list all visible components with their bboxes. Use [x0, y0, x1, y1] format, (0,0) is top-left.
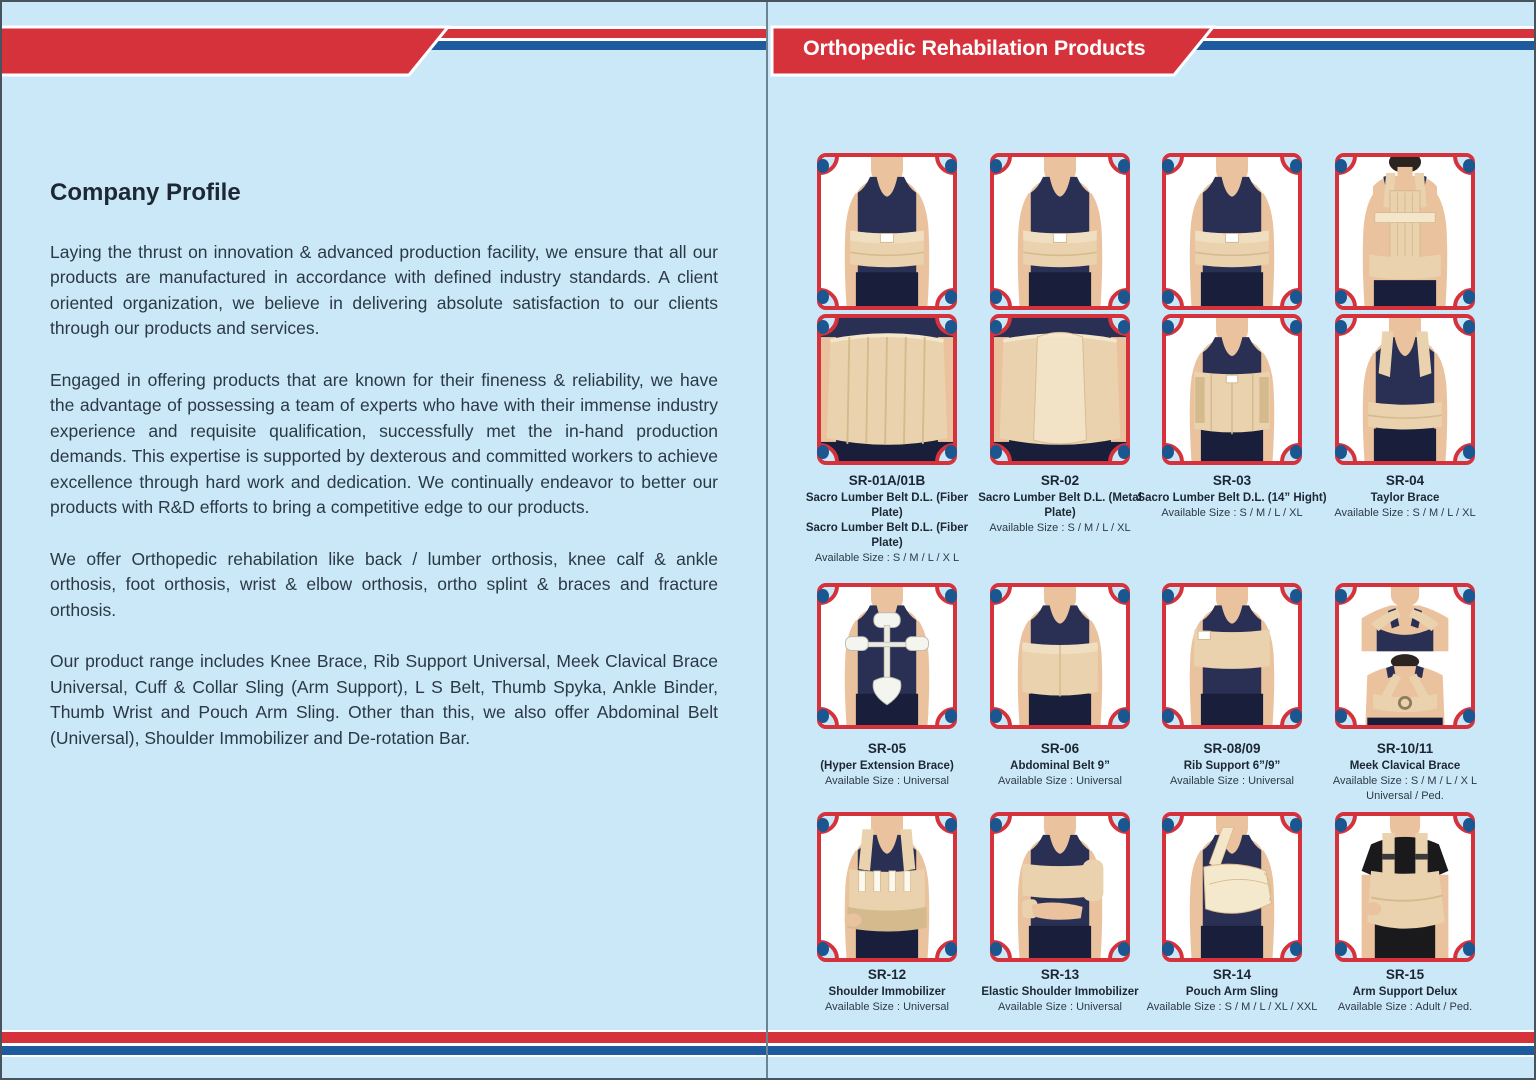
- product-photo-frame: [990, 583, 1130, 729]
- corner-dot-icon: [990, 290, 1002, 304]
- product-name-line: Shoulder Immobilizer: [828, 986, 946, 998]
- corner-dot-icon: [1162, 709, 1174, 723]
- corner-dot-icon: [1463, 290, 1475, 304]
- corner-dot-icon: [1463, 320, 1475, 334]
- product-size-line: Available Size : S / M / L / XL: [989, 522, 1131, 534]
- corner-dot-icon: [990, 320, 1002, 334]
- corner-dot-icon: [817, 445, 829, 459]
- corner-dot-icon: [1162, 159, 1174, 173]
- product-photo: [1335, 153, 1475, 310]
- product-photo-illustration-rib-support: [1166, 587, 1298, 725]
- product-photo-illustration-pouch-sling: [1166, 816, 1298, 958]
- product-caption: [1310, 966, 1500, 1015]
- bottom-red-stripe: [0, 1032, 1536, 1043]
- product-photo-frame: [1335, 583, 1475, 729]
- product-name-line: Arm Support Delux: [1352, 986, 1458, 998]
- product-photo: [990, 583, 1130, 729]
- product-photo-illustration-front-belt: [821, 157, 953, 306]
- product-code: SR-15: [1385, 967, 1425, 982]
- corner-dot-icon: [1290, 942, 1302, 956]
- page-title: Orthopedic Rehabilation Products: [803, 36, 1146, 60]
- corner-dot-icon: [1118, 320, 1130, 334]
- company-profile-paragraph-1: Laying the thrust on innovation & advanced production facility, we ensure that all our products are manufactured in accordance with defined industry standards. A client oriented organization, we believe in delivering absolute satisfaction to our clients through our products and services.: [50, 241, 718, 338]
- product-photo-frame: [1335, 314, 1475, 465]
- corner-dot-icon: [945, 159, 957, 173]
- bottom-blue-stripe: [0, 1046, 1536, 1055]
- product-photo-illustration-back-brace: [1339, 157, 1471, 306]
- corner-dot-icon: [1335, 818, 1347, 832]
- product-photo-frame: [817, 812, 957, 962]
- product-caption: [792, 740, 982, 789]
- product-code: SR-02: [1040, 473, 1080, 488]
- product-caption: [965, 740, 1155, 789]
- corner-dot-icon: [1118, 942, 1130, 956]
- corner-dot-icon: [1118, 445, 1130, 459]
- product-photo: [1162, 583, 1302, 729]
- product-photo: [817, 314, 957, 465]
- corner-dot-icon: [945, 709, 957, 723]
- product-code: SR-08/09: [1203, 741, 1261, 756]
- corner-dot-icon: [945, 942, 957, 956]
- company-profile-heading: Company Profile: [50, 179, 241, 206]
- corner-dot-icon: [990, 818, 1002, 832]
- corner-dot-icon: [990, 589, 1002, 603]
- product-photo-frame: [817, 583, 957, 729]
- corner-dot-icon: [1463, 709, 1475, 723]
- corner-dot-icon: [1118, 589, 1130, 603]
- product-photo-illustration-front-tall-belt: [1166, 318, 1298, 461]
- corner-dot-icon: [1463, 818, 1475, 832]
- product-size-line: Available Size : S / M / L / XL: [1161, 507, 1303, 519]
- corner-dot-icon: [945, 445, 957, 459]
- corner-dot-icon: [817, 709, 829, 723]
- product-size-line: Available Size : Universal: [998, 1001, 1122, 1013]
- product-photo: [990, 812, 1130, 962]
- product-size-line: Available Size : Adult / Ped.: [1337, 1001, 1473, 1013]
- corner-dot-icon: [1335, 589, 1347, 603]
- corner-dot-icon: [945, 320, 957, 334]
- corner-dot-icon: [990, 709, 1002, 723]
- product-photo-illustration-elastic-immobilizer: [994, 816, 1126, 958]
- corner-dot-icon: [1335, 320, 1347, 334]
- product-photo: [817, 153, 957, 310]
- product-name-line: Sacro Lumber Belt D.L. (Fiber Plate): [805, 492, 969, 519]
- product-code: SR-05: [867, 741, 907, 756]
- product-code: SR-14: [1212, 967, 1252, 982]
- product-photo: [817, 583, 957, 729]
- product-photo: [1335, 812, 1475, 962]
- product-photo: [990, 314, 1130, 465]
- product-code: SR-12: [867, 967, 907, 982]
- corner-dot-icon: [817, 290, 829, 304]
- corner-dot-icon: [990, 445, 1002, 459]
- corner-dot-icon: [1290, 818, 1302, 832]
- corner-dot-icon: [817, 159, 829, 173]
- product-photo-illustration-hyper-extension: [821, 587, 953, 725]
- product-photo-frame: [990, 812, 1130, 962]
- corner-dot-icon: [1463, 159, 1475, 173]
- product-caption: [965, 966, 1155, 1015]
- corner-dot-icon: [1118, 818, 1130, 832]
- product-photo-frame: [1335, 812, 1475, 962]
- product-name-line: (Hyper Extension Brace): [820, 760, 954, 772]
- corner-dot-icon: [1290, 709, 1302, 723]
- corner-dot-icon: [1290, 445, 1302, 459]
- product-code: SR-04: [1385, 473, 1425, 488]
- product-code: SR-06: [1040, 741, 1080, 756]
- product-caption: [1137, 966, 1327, 1015]
- product-photo-illustration-belt-closeup-ribbed: [821, 318, 953, 461]
- corner-dot-icon: [1162, 445, 1174, 459]
- corner-dot-icon: [990, 942, 1002, 956]
- company-profile-section: [50, 180, 718, 777]
- product-name-line: Pouch Arm Sling: [1185, 986, 1279, 998]
- product-code: SR-01A/01B: [848, 473, 926, 488]
- corner-dot-icon: [817, 320, 829, 334]
- corner-dot-icon: [817, 589, 829, 603]
- product-photo-illustration-belt-closeup-smooth: [994, 318, 1126, 461]
- corner-dot-icon: [1118, 709, 1130, 723]
- corner-dot-icon: [1290, 159, 1302, 173]
- product-name-line: Sacro Lumber Belt D.L. (Metal Plate): [978, 492, 1142, 519]
- product-photo-frame: [990, 153, 1130, 310]
- product-name-line: Sacro Lumber Belt D.L. (Fiber Plate): [805, 522, 969, 549]
- product-photo-frame: [817, 153, 957, 310]
- corner-dot-icon: [1335, 159, 1347, 173]
- product-size-line: Available Size : Universal: [825, 1001, 949, 1013]
- corner-dot-icon: [990, 159, 1002, 173]
- product-size-line: Universal / Ped.: [1366, 790, 1444, 802]
- product-photo-frame: [817, 314, 957, 465]
- product-photo-illustration-shoulder-immobilizer: [821, 816, 953, 958]
- corner-dot-icon: [1290, 589, 1302, 603]
- product-caption: [1137, 472, 1327, 521]
- corner-dot-icon: [1118, 290, 1130, 304]
- corner-dot-icon: [817, 818, 829, 832]
- product-photo-illustration-front-belt: [994, 157, 1126, 306]
- product-photo-frame: [1162, 153, 1302, 310]
- product-photo-illustration-arm-support-delux: [1339, 816, 1471, 958]
- product-caption: [792, 472, 982, 566]
- product-photo: [1335, 314, 1475, 465]
- corner-dot-icon: [945, 818, 957, 832]
- product-size-line: Available Size : Universal: [998, 775, 1122, 787]
- corner-dot-icon: [1162, 290, 1174, 304]
- product-code: SR-10/11: [1376, 741, 1434, 756]
- product-photo-frame: [1335, 153, 1475, 310]
- product-photo-frame: [990, 314, 1130, 465]
- corner-dot-icon: [1162, 589, 1174, 603]
- product-name-line: Elastic Shoulder Immobilizer: [981, 986, 1139, 998]
- product-photo-illustration-clavical-duo: [1339, 587, 1471, 725]
- corner-dot-icon: [1463, 445, 1475, 459]
- product-photo: [1335, 583, 1475, 729]
- product-caption: [1137, 740, 1327, 789]
- corner-dot-icon: [1335, 290, 1347, 304]
- product-name-line: Rib Support 6”/9”: [1183, 760, 1281, 772]
- corner-dot-icon: [1118, 159, 1130, 173]
- product-photo: [990, 153, 1130, 310]
- product-size-line: Available Size : S / M / L / XL / XXL: [1146, 1001, 1318, 1013]
- product-caption: [1310, 472, 1500, 521]
- product-caption: [1310, 740, 1500, 804]
- corner-dot-icon: [1162, 320, 1174, 334]
- product-size-line: Available Size : S / M / L / X L: [1332, 775, 1478, 787]
- product-photo: [817, 812, 957, 962]
- corner-dot-icon: [945, 589, 957, 603]
- company-profile-paragraph-4: Our product range includes Knee Brace, Rib Support Universal, Meek Clavical Brace Universal, Cuff & Collar Sling (Arm Support), L S Belt, Thumb Spyka, Ankle Binder, Thumb Wrist and Pouch Arm Sling. Other than this, we also offer Abdominal Belt (Universal), Shoulder Immobilizer and De-rotation Bar.: [50, 651, 718, 748]
- corner-dot-icon: [1290, 320, 1302, 334]
- corner-dot-icon: [1335, 445, 1347, 459]
- product-caption: [965, 472, 1155, 536]
- product-code: SR-03: [1212, 473, 1252, 488]
- corner-dot-icon: [1335, 942, 1347, 956]
- corner-dot-icon: [1463, 589, 1475, 603]
- product-photo: [1162, 153, 1302, 310]
- product-size-line: Available Size : S / M / L / XL: [1334, 507, 1476, 519]
- product-size-line: Available Size : S / M / L / X L: [814, 552, 960, 564]
- product-name-line: Taylor Brace: [1370, 492, 1440, 504]
- product-code: SR-13: [1040, 967, 1080, 982]
- product-photo: [1162, 314, 1302, 465]
- center-fold-divider: [766, 0, 768, 1080]
- product-photo-illustration-abdominal-belt: [994, 587, 1126, 725]
- corner-dot-icon: [945, 290, 957, 304]
- product-name-line: Meek Clavical Brace: [1349, 760, 1461, 772]
- product-photo-illustration-front-straps-belt: [1339, 318, 1471, 461]
- product-photo: [1162, 812, 1302, 962]
- product-size-line: Available Size : Universal: [1170, 775, 1294, 787]
- company-profile-paragraph-3: We offer Orthopedic rehabilation like back / lumber orthosis, knee calf & ankle orthosis, foot orthosis, wrist & elbow orthosis, ortho splint & braces and fracture orthosis.: [50, 548, 718, 620]
- product-photo-frame: [1162, 314, 1302, 465]
- product-name-line: Sacro Lumber Belt D.L. (14” Hight): [1137, 492, 1327, 504]
- product-size-line: Available Size : Universal: [825, 775, 949, 787]
- corner-dot-icon: [1290, 290, 1302, 304]
- product-photo-frame: [1162, 812, 1302, 962]
- corner-dot-icon: [1162, 942, 1174, 956]
- product-photo-frame: [1162, 583, 1302, 729]
- corner-dot-icon: [1463, 942, 1475, 956]
- company-profile-paragraph-2: Engaged in offering products that are known for their fineness & reliability, we have the advantage of possessing a team of experts who have with their immense industry experience and requisite qualification, successfully met the in-hand production demands. This expertise is supported by dexterous and committed workers to achieve excellence through hard work and dedication. We continually endeavor to better our products with R&D efforts to bring a competitive edge to our products.: [50, 369, 718, 517]
- left-banner-ribbon: [0, 22, 470, 84]
- corner-dot-icon: [1162, 818, 1174, 832]
- product-name-line: Abdominal Belt 9”: [1010, 760, 1110, 772]
- corner-dot-icon: [1335, 709, 1347, 723]
- corner-dot-icon: [817, 942, 829, 956]
- product-caption: [792, 966, 982, 1015]
- product-photo-illustration-front-belt: [1166, 157, 1298, 306]
